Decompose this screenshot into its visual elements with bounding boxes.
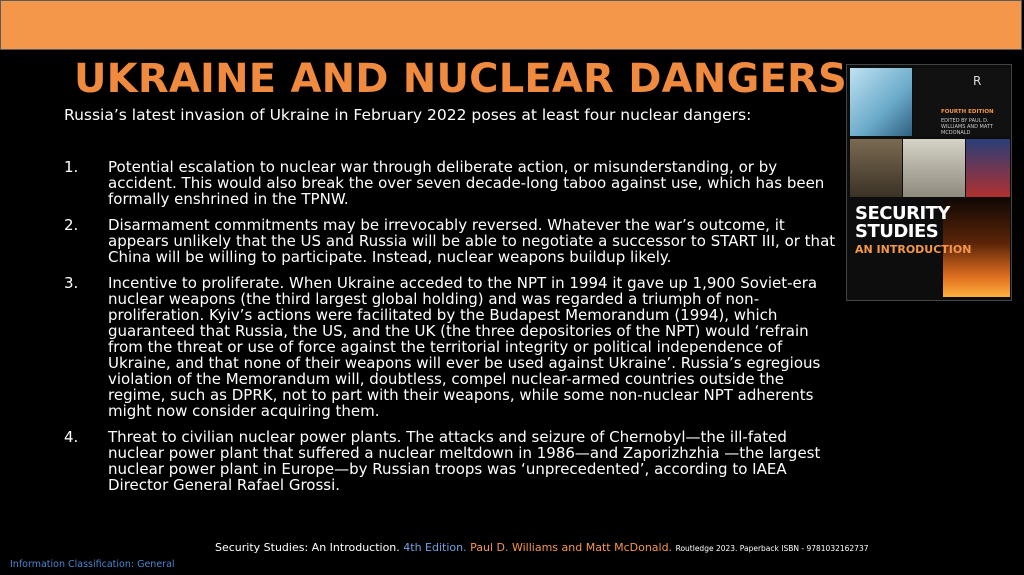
book-subtitle: AN INTRODUCTION (855, 243, 972, 256)
book-editors: EDITED BY PAUL D. WILLIAMS AND MATT MCDONALD (941, 118, 993, 136)
list-item (64, 275, 839, 419)
citation-publisher: Routledge 2023. Paperback ISBN - 9781032162737 (675, 544, 869, 553)
list-item-text: Incentive to proliferate. When Ukraine acceded to the NPT in 1994 it gave up 1,900 Soviet-era nuclear weapons (the third largest global holding) and was regarded a triumph of non-proliferation. Kyiv’s actions were facilitated by the Budapest Memorandum (1994), which guaranteed that Russia, the US, and the UK (the three depositories of the NPT) would ‘refrain from the threat or use of force against the territorial integrity or political independence of Ukraine, and that none of their weapons will ever be used against Ukraine’. Russia’s egregious violation of the Memorandum will, doubtless, compel nuclear-armed countries outside the regime, such as DPRK, not to part with their weapons, while some non-nuclear NPT adherents might now consider acquiring them. (108, 274, 821, 420)
list-item-number: 3. (64, 274, 79, 292)
list-item-text: Disarmament commitments may be irrevocably reversed. Whatever the war’s outcome, it appears unlikely that the US and Russia will be able to negotiate a successor to START III, or that China will be willing to participate. Instead, nuclear weapons buildup likely. (108, 216, 836, 266)
book-title (855, 205, 950, 241)
list-item (64, 159, 839, 207)
book-cover-image (846, 64, 1012, 301)
citation-authors: Paul D. Williams and Matt McDonald. (470, 541, 673, 554)
cover-photo-mask (850, 68, 912, 136)
list-item-number: 4. (64, 428, 79, 446)
book-title-line-2: STUDIES (855, 221, 939, 242)
publisher-logo: R (973, 74, 982, 88)
list-item-text: Threat to civilian nuclear power plants. The attacks and seizure of Chernobyl—the ill-fated nuclear power plant that suffered a nuclear meltdown in 1986—and Zaporizhzhia —the largest nuclear power plant in Europe—by Russian troops was ‘unprecedented’, according to IAEA Director General Rafael Grossi. (108, 428, 821, 494)
slide-title: UKRAINE AND NUCLEAR DANGERS (74, 56, 848, 102)
list-item-number: 2. (64, 216, 79, 234)
book-edition: FOURTH EDITION (941, 109, 994, 115)
top-header-bar (0, 0, 1022, 50)
cover-photo-strip-3 (966, 139, 1010, 197)
list-item-number: 1. (64, 158, 79, 176)
list-item-text: Potential escalation to nuclear war through deliberate action, or misunderstanding, or by accident. This would also break the over seven decade-long taboo against use, which has been formally enshrined in the TPNW. (108, 158, 825, 208)
danger-list (64, 159, 839, 503)
cover-photo-strip-1 (850, 139, 902, 197)
cover-photo-strip-2 (903, 139, 965, 197)
list-item (64, 429, 839, 493)
book-citation (215, 541, 869, 554)
citation-title: Security Studies: An Introduction. (215, 541, 400, 554)
citation-edition: 4th Edition. (403, 541, 467, 554)
book-title-line-1: SECURITY (855, 203, 950, 224)
list-item (64, 217, 839, 265)
classification-label: Information Classification: General (10, 559, 175, 570)
intro-text: Russia’s latest invasion of Ukraine in February 2022 poses at least four nuclear dangers: (64, 106, 752, 124)
